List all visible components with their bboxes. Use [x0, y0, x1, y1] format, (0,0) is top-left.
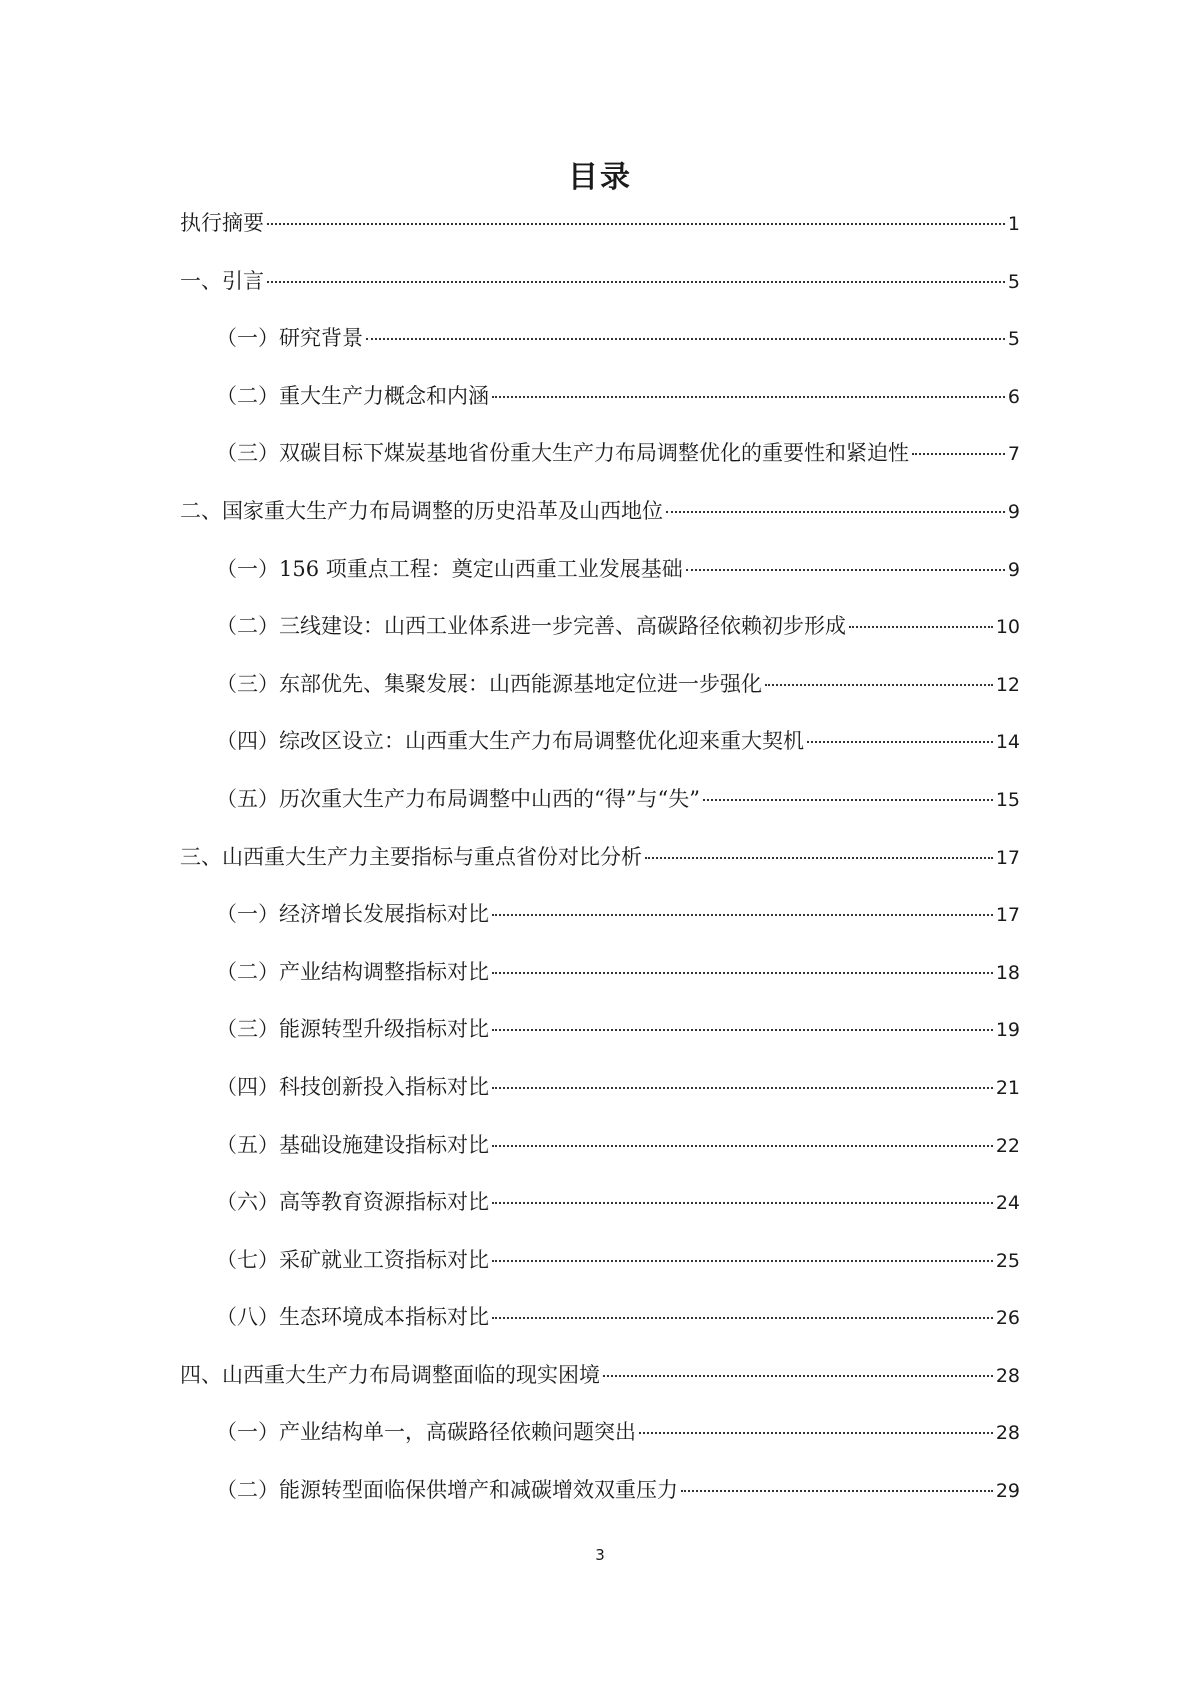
dot-leader	[267, 223, 1005, 225]
dot-leader	[492, 1260, 993, 1262]
dot-leader	[645, 857, 993, 859]
page-title: 目录	[568, 160, 632, 195]
dot-leader	[912, 453, 1005, 455]
toc-entry-page-number: 28	[995, 1422, 1020, 1445]
dot-leader	[267, 281, 1005, 283]
toc-entry[interactable]	[180, 440, 1020, 498]
toc-entry-text: （三）能源转型升级指标对比	[216, 1017, 489, 1042]
toc-entry-page-number: 29	[995, 1480, 1020, 1503]
toc-entry[interactable]	[180, 1074, 1020, 1132]
dot-leader	[681, 1490, 993, 1492]
toc-entry-text: （七）采矿就业工资指标对比	[216, 1247, 489, 1272]
table-of-contents	[180, 210, 1020, 1535]
toc-entry-text: （一）经济增长发展指标对比	[216, 902, 489, 927]
toc-entry-text: 一、引言	[180, 268, 264, 293]
toc-entry-text: （二）能源转型面临保供增产和减碳增效双重压力	[216, 1478, 678, 1503]
toc-entry-page-number: 5	[1007, 328, 1020, 351]
toc-entry-text: （六）高等教育资源指标对比	[216, 1190, 489, 1215]
toc-entry-page-number: 14	[995, 731, 1020, 754]
toc-entry-page-number: 19	[995, 1019, 1020, 1042]
dot-leader	[492, 972, 993, 974]
toc-entry[interactable]	[180, 901, 1020, 959]
dot-leader	[492, 1087, 993, 1089]
toc-entry[interactable]	[180, 1016, 1020, 1074]
toc-entry-page-number: 18	[995, 961, 1020, 984]
toc-entry-text: （二）三线建设：山西工业体系进一步完善、高碳路径依赖初步形成	[216, 614, 846, 639]
toc-entry-text: （一）产业结构单一，高碳路径依赖问题突出	[216, 1420, 636, 1445]
toc-entry-page-number: 15	[995, 788, 1020, 811]
dot-leader	[666, 511, 1005, 513]
dot-leader	[492, 1145, 993, 1147]
toc-entry-page-number: 9	[1007, 500, 1020, 523]
toc-entry[interactable]	[180, 728, 1020, 786]
toc-entry[interactable]	[180, 325, 1020, 383]
toc-entry-page-number: 17	[995, 904, 1020, 927]
toc-entry-page-number: 17	[995, 846, 1020, 869]
toc-entry[interactable]	[180, 1132, 1020, 1190]
toc-entry-text: （四）综改区设立：山西重大生产力布局调整优化迎来重大契机	[216, 729, 804, 754]
toc-entry-text: （二）产业结构调整指标对比	[216, 959, 489, 984]
toc-entry[interactable]	[180, 1477, 1020, 1535]
toc-entry-text: 三、山西重大生产力主要指标与重点省份对比分析	[180, 844, 642, 869]
toc-entry[interactable]	[180, 498, 1020, 556]
dot-leader	[807, 741, 993, 743]
toc-entry-page-number: 1	[1007, 213, 1020, 235]
toc-entry-text: （二）重大生产力概念和内涵	[216, 383, 489, 408]
toc-entry[interactable]	[180, 959, 1020, 1017]
toc-entry[interactable]	[180, 1189, 1020, 1247]
toc-entry-text: 二、国家重大生产力布局调整的历史沿革及山西地位	[180, 498, 663, 523]
page-number: 3	[595, 1546, 605, 1564]
toc-entry[interactable]	[180, 1362, 1020, 1420]
dot-leader	[849, 626, 993, 628]
toc-entry[interactable]	[180, 786, 1020, 844]
dot-leader	[603, 1375, 993, 1377]
toc-entry[interactable]	[180, 1419, 1020, 1477]
toc-entry-text: 四、山西重大生产力布局调整面临的现实困境	[180, 1362, 600, 1387]
dot-leader	[492, 1202, 993, 1204]
dot-leader	[703, 799, 993, 801]
toc-entry-page-number: 9	[1007, 558, 1020, 581]
toc-entry[interactable]	[180, 556, 1020, 614]
dot-leader	[492, 1029, 993, 1031]
dot-leader	[366, 338, 1005, 340]
toc-entry-text: （八）生态环境成本指标对比	[216, 1305, 489, 1330]
toc-entry[interactable]	[180, 844, 1020, 902]
toc-entry-page-number: 28	[995, 1364, 1020, 1387]
toc-entry-page-number: 24	[995, 1192, 1020, 1215]
dot-leader	[686, 569, 1005, 571]
toc-entry-page-number: 21	[995, 1076, 1020, 1099]
dot-leader	[492, 914, 993, 916]
toc-entry[interactable]	[180, 383, 1020, 441]
toc-entry-text: （一）156 项重点工程：奠定山西重工业发展基础	[216, 556, 683, 581]
toc-entry-text: （五）历次重大生产力布局调整中山西的“得”与“失”	[216, 786, 700, 811]
toc-entry-text: 执行摘要	[180, 211, 264, 235]
toc-entry-page-number: 25	[995, 1249, 1020, 1272]
toc-entry-text: （一）研究背景	[216, 326, 363, 351]
toc-entry[interactable]	[180, 1247, 1020, 1305]
dot-leader	[492, 1317, 993, 1319]
toc-entry[interactable]	[180, 613, 1020, 671]
toc-entry-text: （三）双碳目标下煤炭基地省份重大生产力布局调整优化的重要性和紧迫性	[216, 441, 909, 466]
toc-entry[interactable]	[180, 671, 1020, 729]
toc-entry[interactable]	[180, 1304, 1020, 1362]
toc-entry-text: （五）基础设施建设指标对比	[216, 1132, 489, 1157]
toc-entry-text: （四）科技创新投入指标对比	[216, 1074, 489, 1099]
toc-entry-page-number: 10	[995, 616, 1020, 639]
toc-entry-page-number: 26	[995, 1307, 1020, 1330]
toc-entry-page-number: 12	[995, 673, 1020, 696]
toc-entry-page-number: 6	[1007, 385, 1020, 408]
dot-leader	[492, 396, 1005, 398]
dot-leader	[765, 684, 993, 686]
dot-leader	[639, 1432, 993, 1434]
toc-entry-page-number: 22	[995, 1134, 1020, 1157]
toc-entry-text: （三）东部优先、集聚发展：山西能源基地定位进一步强化	[216, 671, 762, 696]
toc-entry-page-number: 5	[1007, 270, 1020, 293]
toc-entry[interactable]	[180, 268, 1020, 326]
toc-entry[interactable]	[180, 210, 1020, 268]
toc-entry-page-number: 7	[1007, 443, 1020, 466]
